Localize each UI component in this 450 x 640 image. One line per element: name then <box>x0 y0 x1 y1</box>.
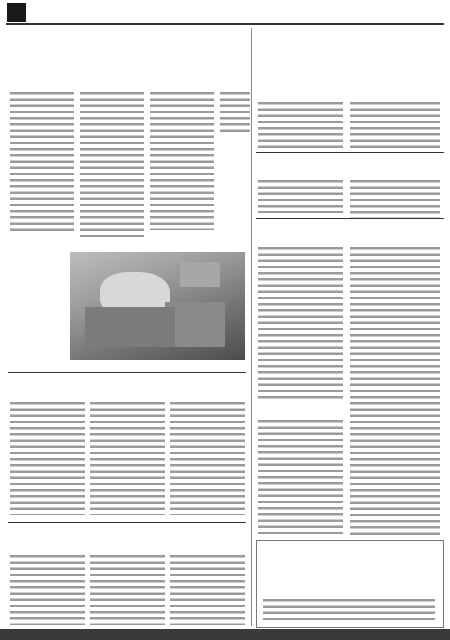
page-number-box <box>7 3 26 22</box>
right-intro-col2 <box>350 100 440 148</box>
ad-footer-lines <box>263 597 435 623</box>
photo-caption <box>10 256 65 354</box>
masthead-rule <box>6 23 444 25</box>
liulihu-col3 <box>170 400 245 515</box>
lottery-col1 <box>258 178 343 213</box>
liulihu-rule <box>8 372 246 373</box>
lottery-rule-top <box>256 152 444 153</box>
reform-col2 <box>350 245 440 535</box>
right-column-divider <box>251 28 252 626</box>
liulihu-col1 <box>10 400 85 515</box>
suichang-col3 <box>170 553 245 625</box>
ad-box <box>256 540 444 628</box>
suichang-col1 <box>10 553 85 625</box>
masthead <box>0 0 450 26</box>
ad-body <box>263 557 435 577</box>
lead-body-col1 <box>10 90 74 235</box>
lead-body-col2 <box>80 90 144 240</box>
lead-body-col4 <box>220 90 250 135</box>
news-photo <box>70 252 245 360</box>
lead-body-col3 <box>150 90 214 230</box>
right-intro-col1 <box>258 100 343 148</box>
bottom-bar <box>0 629 450 640</box>
suichang-rule <box>8 522 246 523</box>
lottery-col2 <box>350 178 440 218</box>
reform-col1 <box>258 245 343 400</box>
suichang-col2 <box>90 553 165 625</box>
liulihu-col2 <box>90 400 165 515</box>
reform-rule <box>256 218 444 219</box>
reform-col1b <box>258 418 343 535</box>
